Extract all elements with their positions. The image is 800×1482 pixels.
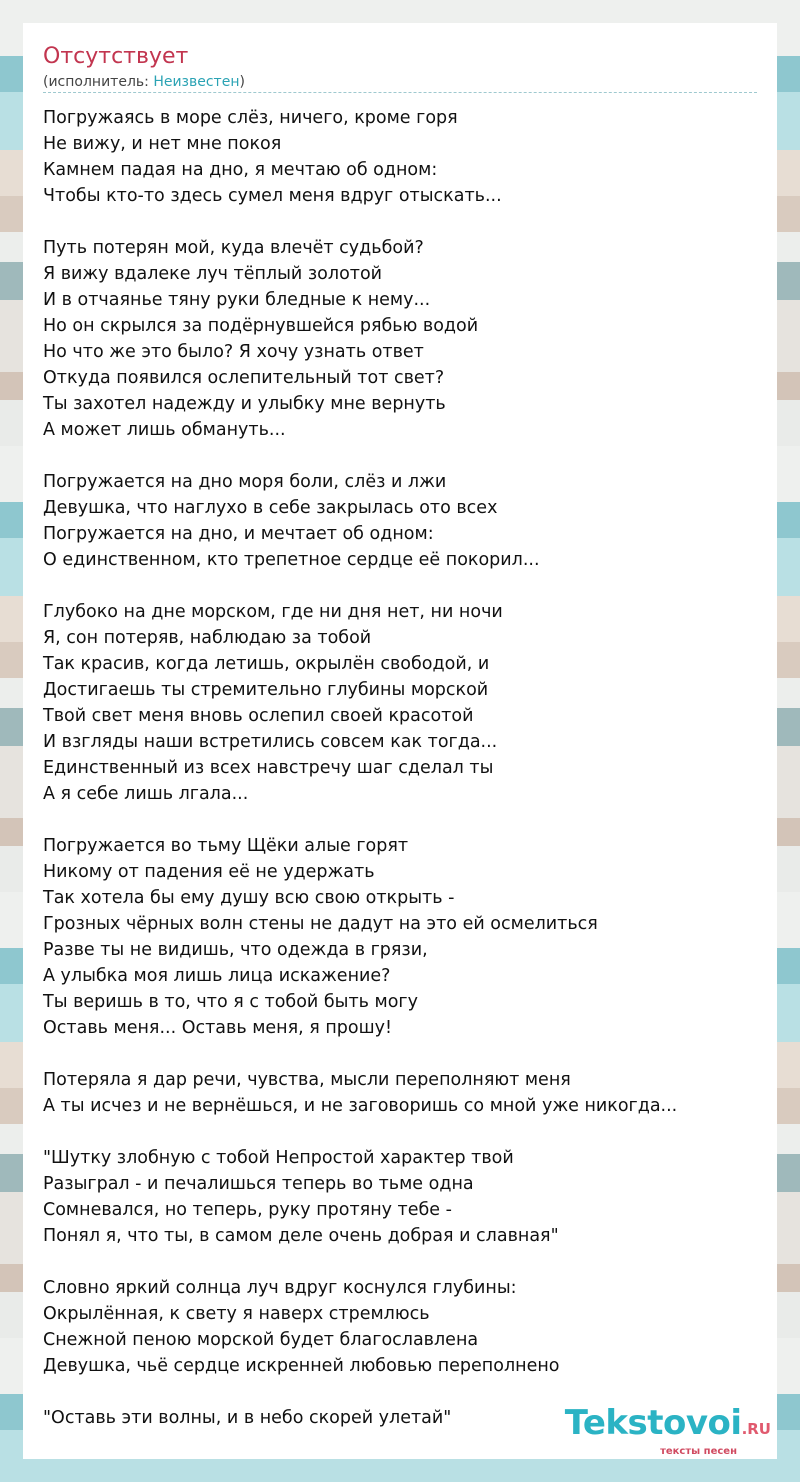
lyric-line: Единственный из всех навстречу шаг сделал ты [43,758,494,778]
lyrics-stanza [43,599,763,807]
lyric-line: Разыграл - и печалишься теперь во тьме одна [43,1174,474,1194]
lyric-line: Чтобы кто-то здесь сумел меня вдруг отыскать... [43,186,502,206]
lyric-line: Снежной пеною морской будет благославлена [43,1330,479,1350]
logo-name: Tekstovoi [564,1403,742,1443]
logo-tagline: тексты песен [660,1446,737,1457]
lyric-line: Ты захотел надежду и улыбку мне вернуть [43,394,446,414]
lyrics-stanza [43,235,763,443]
lyric-line: Сомневался, но теперь, руку протяну тебе - [43,1200,452,1220]
lyric-line: Словно яркий солнца луч вдруг коснулся глубины: [43,1278,517,1298]
header-divider [43,92,757,93]
site-logo[interactable] [564,1403,771,1457]
lyric-line: Погружается на дно моря боли, слёз и лжи [43,472,447,492]
lyric-line: Но он скрылся за подёрнувшейся рябью водой [43,316,479,336]
lyric-line: Девушка, что наглухо в себе закрылась ото всех [43,498,498,518]
lyric-line: И взгляды наши встретились совсем как тогда... [43,732,498,752]
lyric-line: Путь потерян мой, куда влечёт судьбой? [43,238,424,258]
lyrics-stanza [43,833,763,1041]
lyric-line: Ты веришь в то, что я с тобой быть могу [43,992,418,1012]
lyric-line: Твой свет меня вновь ослепил своей красотой [43,706,474,726]
artist-suffix: ) [239,74,245,90]
lyric-line: А улыбка моя лишь лица искажение? [43,966,391,986]
lyric-line: Девушка, чьё сердце искренней любовью переполнено [43,1356,560,1376]
logo-wordmark [564,1403,771,1446]
lyric-line: Погружаясь в море слёз, ничего, кроме горя [43,108,458,128]
logo-tld: .RU [741,1420,771,1438]
lyric-line: О единственном, кто трепетное сердце её покорил... [43,550,540,570]
lyric-line: Достигаешь ты стремительно глубины морской [43,680,489,700]
lyric-line: Откуда появился ослепительный тот свет? [43,368,445,388]
lyric-line: "Оставь эти волны, и в небо скорей улетай" [43,1408,452,1428]
lyric-line: Так хотела бы ему душу всю свою открыть - [43,888,455,908]
lyric-line: Погружается во тьму Щёки алые горят [43,836,409,856]
lyric-line: Грозных чёрных волн стены не дадут на это ей осмелиться [43,914,598,934]
lyrics-stanza [43,469,763,573]
lyric-line: Я вижу вдалеке луч тёплый золотой [43,264,383,284]
lyric-line: Но что же это было? Я хочу узнать ответ [43,342,424,362]
lyric-line: Так красив, когда летишь, окрылён свободой, и [43,654,490,674]
lyric-line: Понял я, что ты, в самом деле очень добрая и славная" [43,1226,559,1246]
lyrics-text [43,105,763,1457]
lyric-line: "Шутку злобную с тобой Непростой характер твой [43,1148,514,1168]
lyric-line: А может лишь обмануть... [43,420,286,440]
lyric-line: Потеряла я дар речи, чувства, мысли переполняют меня [43,1070,571,1090]
lyric-line: А ты исчез и не вернёшься, и не заговоришь со мной уже никогда... [43,1096,678,1116]
artist-link[interactable]: Неизвестен [153,74,240,90]
lyrics-stanza [43,1067,763,1119]
lyric-line: Камнем падая на дно, я мечтаю об одном: [43,160,438,180]
lyric-line: Оставь меня... Оставь меня, я прошу! [43,1018,392,1038]
lyric-line: Никому от падения её не удержать [43,862,375,882]
lyrics-stanza [43,105,763,209]
lyric-line: Окрылённая, к свету я наверх стремлюсь [43,1304,430,1324]
lyrics-card [23,23,777,1459]
lyric-line: Погружается на дно, и мечтает об одном: [43,524,434,544]
song-title: Отсутствует [43,44,189,69]
lyric-line: Не вижу, и нет мне покоя [43,134,282,154]
artist-line [43,73,245,91]
lyric-line: И в отчаянье тяну руки бледные к нему... [43,290,431,310]
lyric-line: Я, сон потеряв, наблюдаю за тобой [43,628,372,648]
lyrics-stanza [43,1145,763,1249]
lyrics-stanza [43,1275,763,1379]
lyric-line: А я себе лишь лгала... [43,784,249,804]
lyric-line: Разве ты не видишь, что одежда в грязи, [43,940,428,960]
artist-prefix: (исполнитель: [43,74,154,90]
lyric-line: Глубоко на дне морском, где ни дня нет, ни ночи [43,602,503,622]
